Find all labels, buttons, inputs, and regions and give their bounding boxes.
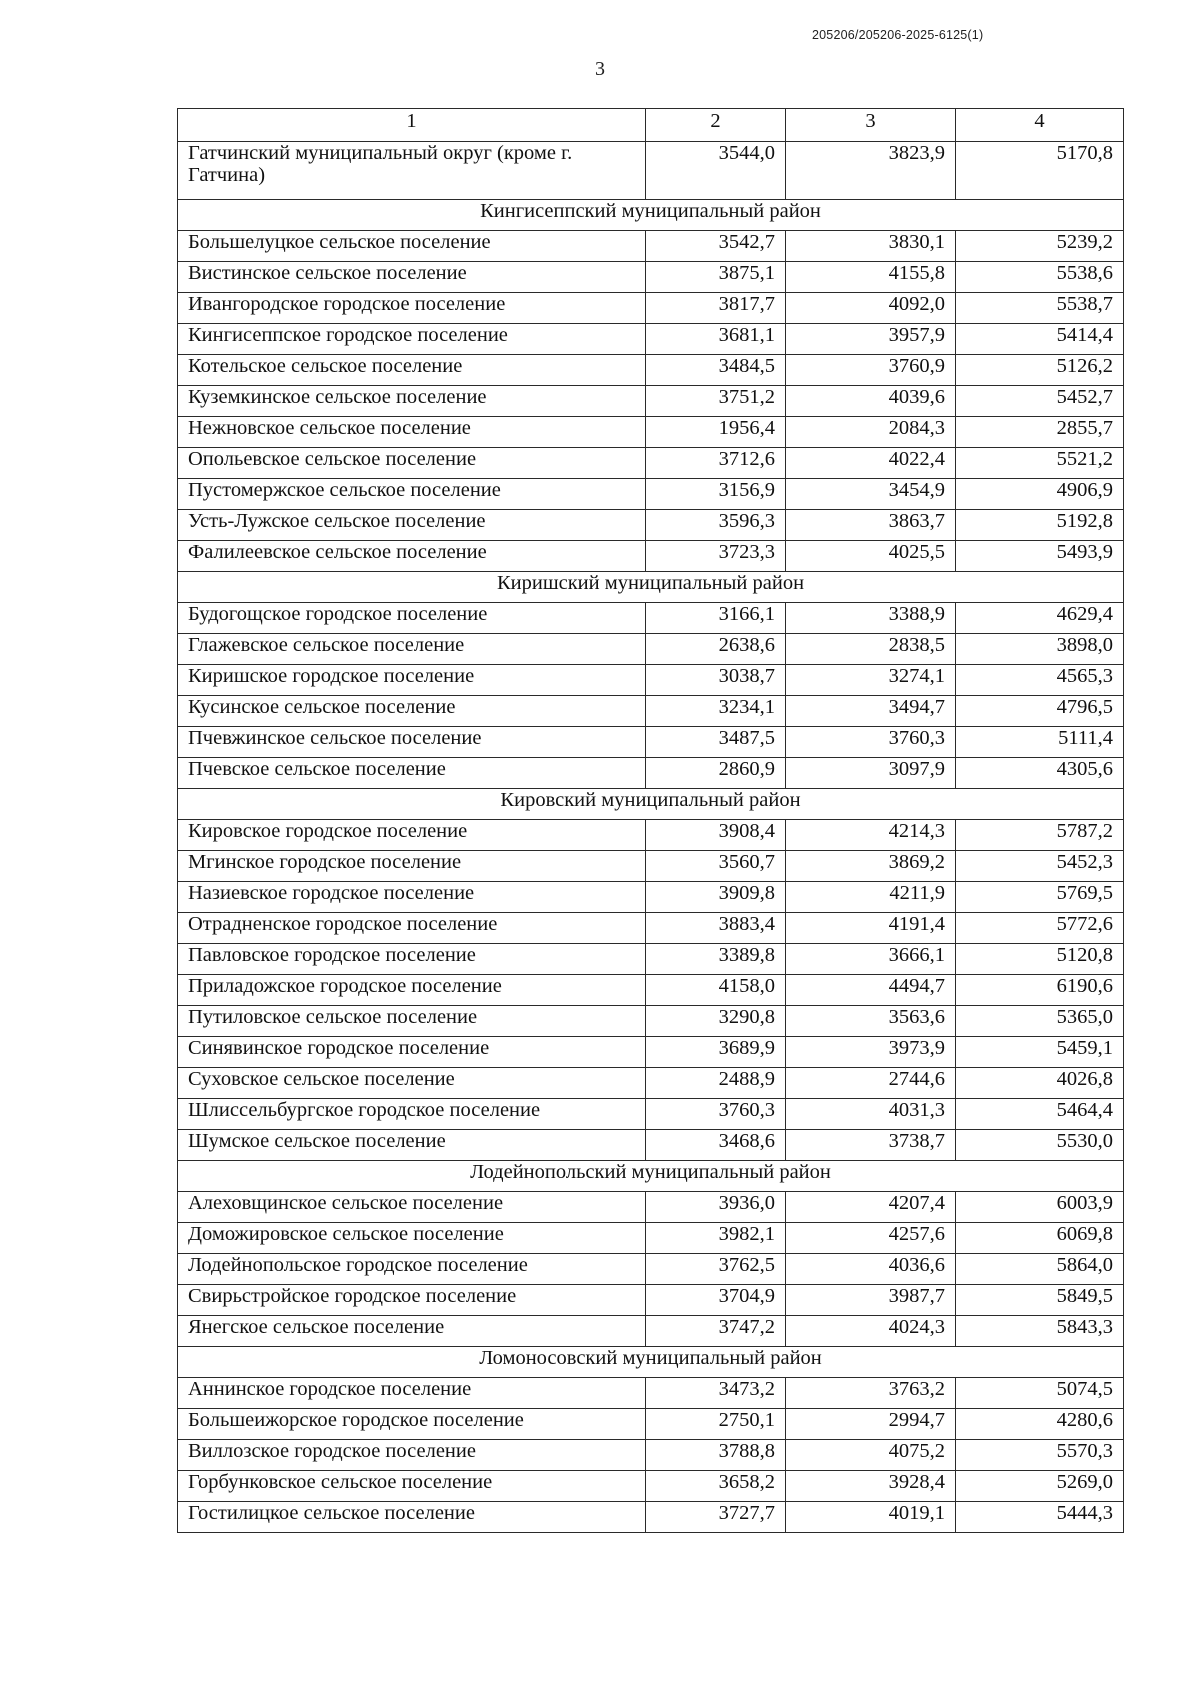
row-value-4: 5538,6 xyxy=(956,262,1124,293)
table-row xyxy=(178,1409,1124,1440)
row-value-2: 3817,7 xyxy=(646,293,786,324)
table-row xyxy=(178,665,1124,696)
district-title: Киришский муниципальный район xyxy=(178,572,1124,603)
row-value-4: 5414,4 xyxy=(956,324,1124,355)
row-value-2: 3473,2 xyxy=(646,1378,786,1409)
table-row xyxy=(178,727,1124,758)
row-value-3: 3097,9 xyxy=(786,758,956,789)
row-value-3: 4025,5 xyxy=(786,541,956,572)
row-value-2: 3936,0 xyxy=(646,1192,786,1223)
row-value-2: 3788,8 xyxy=(646,1440,786,1471)
row-value-3: 4207,4 xyxy=(786,1192,956,1223)
row-value-4: 5111,4 xyxy=(956,727,1124,758)
row-value-2: 3704,9 xyxy=(646,1285,786,1316)
table-row xyxy=(178,262,1124,293)
table-row xyxy=(178,510,1124,541)
row-name: Пчевское сельское поселение xyxy=(178,758,646,789)
row-value-4: 4026,8 xyxy=(956,1068,1124,1099)
row-value-2: 3751,2 xyxy=(646,386,786,417)
row-value-4: 4906,9 xyxy=(956,479,1124,510)
row-value-2: 3234,1 xyxy=(646,696,786,727)
row-value-3: 4022,4 xyxy=(786,448,956,479)
row-value-4: 5521,2 xyxy=(956,448,1124,479)
row-value-4: 5530,0 xyxy=(956,1130,1124,1161)
row-value-2: 3875,1 xyxy=(646,262,786,293)
row-value-2: 3909,8 xyxy=(646,882,786,913)
row-value-2: 2750,1 xyxy=(646,1409,786,1440)
district-header-row xyxy=(178,1347,1124,1378)
row-value-4: 4565,3 xyxy=(956,665,1124,696)
column-header-row xyxy=(178,109,1124,142)
row-value-3: 3274,1 xyxy=(786,665,956,696)
table-row xyxy=(178,448,1124,479)
row-value-4: 5074,5 xyxy=(956,1378,1124,1409)
table-row xyxy=(178,1037,1124,1068)
row-value-2: 3747,2 xyxy=(646,1316,786,1347)
district-title: Кингисеппский муниципальный район xyxy=(178,200,1124,231)
row-value-4: 4796,5 xyxy=(956,696,1124,727)
table-row xyxy=(178,1378,1124,1409)
row-name: Пчевжинское сельское поселение xyxy=(178,727,646,758)
row-value-3: 3928,4 xyxy=(786,1471,956,1502)
row-name: Шлиссельбургское городское поселение xyxy=(178,1099,646,1130)
row-value-3: 4191,4 xyxy=(786,913,956,944)
row-value-2: 3727,7 xyxy=(646,1502,786,1533)
row-name: Опольевское сельское поселение xyxy=(178,448,646,479)
row-value-3: 4024,3 xyxy=(786,1316,956,1347)
column-header-4: 4 xyxy=(956,109,1124,142)
district-header-row xyxy=(178,1161,1124,1192)
table-row xyxy=(178,231,1124,262)
table-row xyxy=(178,324,1124,355)
row-value-3: 4031,3 xyxy=(786,1099,956,1130)
row-value-3: 4075,2 xyxy=(786,1440,956,1471)
district-title: Кировский муниципальный район xyxy=(178,789,1124,820)
row-value-3: 4092,0 xyxy=(786,293,956,324)
row-value-3: 3987,7 xyxy=(786,1285,956,1316)
row-value-2: 3658,2 xyxy=(646,1471,786,1502)
row-value-2: 3681,1 xyxy=(646,324,786,355)
row-name: Глажевское сельское поселение xyxy=(178,634,646,665)
table-row xyxy=(178,142,1124,200)
row-value-3: 4214,3 xyxy=(786,820,956,851)
district-title: Лодейнопольский муниципальный район xyxy=(178,1161,1124,1192)
table-row xyxy=(178,386,1124,417)
row-value-3: 2994,7 xyxy=(786,1409,956,1440)
row-value-2: 3542,7 xyxy=(646,231,786,262)
row-value-4: 5787,2 xyxy=(956,820,1124,851)
row-value-4: 5464,4 xyxy=(956,1099,1124,1130)
row-value-4: 6190,6 xyxy=(956,975,1124,1006)
row-value-4: 5239,2 xyxy=(956,231,1124,262)
row-name: Горбунковское сельское поселение xyxy=(178,1471,646,1502)
row-value-3: 4155,8 xyxy=(786,262,956,293)
row-value-3: 4257,6 xyxy=(786,1223,956,1254)
row-name: Доможировское сельское поселение xyxy=(178,1223,646,1254)
row-name: Кингисеппское городское поселение xyxy=(178,324,646,355)
row-value-3: 3388,9 xyxy=(786,603,956,634)
row-value-2: 3166,1 xyxy=(646,603,786,634)
row-name: Пустомержское сельское поселение xyxy=(178,479,646,510)
row-value-3: 3494,7 xyxy=(786,696,956,727)
table-row xyxy=(178,1130,1124,1161)
row-value-2: 3723,3 xyxy=(646,541,786,572)
row-value-3: 4019,1 xyxy=(786,1502,956,1533)
row-value-2: 3038,7 xyxy=(646,665,786,696)
page-number: 3 xyxy=(595,58,605,80)
row-value-3: 3454,9 xyxy=(786,479,956,510)
table-row xyxy=(178,541,1124,572)
table-row xyxy=(178,1285,1124,1316)
row-value-3: 4039,6 xyxy=(786,386,956,417)
column-header-1: 1 xyxy=(178,109,646,142)
table-row xyxy=(178,1192,1124,1223)
row-value-3: 3973,9 xyxy=(786,1037,956,1068)
row-name: Гостилицкое сельское поселение xyxy=(178,1502,646,1533)
row-value-2: 2860,9 xyxy=(646,758,786,789)
row-value-2: 3762,5 xyxy=(646,1254,786,1285)
row-value-3: 4211,9 xyxy=(786,882,956,913)
row-value-4: 5269,0 xyxy=(956,1471,1124,1502)
table-row xyxy=(178,1471,1124,1502)
table-row xyxy=(178,479,1124,510)
table-row xyxy=(178,417,1124,448)
table-row xyxy=(178,603,1124,634)
row-name: Большеижорское городское поселение xyxy=(178,1409,646,1440)
table-row xyxy=(178,696,1124,727)
row-value-3: 3760,9 xyxy=(786,355,956,386)
table-row xyxy=(178,944,1124,975)
row-name: Аннинское городское поселение xyxy=(178,1378,646,1409)
row-value-2: 3484,5 xyxy=(646,355,786,386)
row-value-3: 3957,9 xyxy=(786,324,956,355)
row-value-3: 3563,6 xyxy=(786,1006,956,1037)
row-value-2: 3760,3 xyxy=(646,1099,786,1130)
district-header-row xyxy=(178,572,1124,603)
row-name: Киришское городское поселение xyxy=(178,665,646,696)
row-value-4: 5452,7 xyxy=(956,386,1124,417)
data-table xyxy=(177,108,1124,1533)
row-value-4: 5170,8 xyxy=(956,142,1124,200)
row-value-4: 6003,9 xyxy=(956,1192,1124,1223)
row-value-2: 2638,6 xyxy=(646,634,786,665)
row-value-4: 5192,8 xyxy=(956,510,1124,541)
district-title: Ломоносовский муниципальный район xyxy=(178,1347,1124,1378)
table-row xyxy=(178,1006,1124,1037)
row-value-4: 5452,3 xyxy=(956,851,1124,882)
row-value-4: 5365,0 xyxy=(956,1006,1124,1037)
row-value-4: 4629,4 xyxy=(956,603,1124,634)
row-name: Усть-Лужское сельское поселение xyxy=(178,510,646,541)
table-row xyxy=(178,1099,1124,1130)
row-name: Большелуцкое сельское поселение xyxy=(178,231,646,262)
table-row xyxy=(178,1440,1124,1471)
row-value-3: 3666,1 xyxy=(786,944,956,975)
row-name: Котельское сельское поселение xyxy=(178,355,646,386)
row-name: Ивангородское городское поселение xyxy=(178,293,646,324)
table-row xyxy=(178,355,1124,386)
row-value-3: 3869,2 xyxy=(786,851,956,882)
table-row xyxy=(178,758,1124,789)
row-name: Алеховщинское сельское поселение xyxy=(178,1192,646,1223)
table-row xyxy=(178,882,1124,913)
row-value-2: 3156,9 xyxy=(646,479,786,510)
row-value-2: 3908,4 xyxy=(646,820,786,851)
row-value-3: 3763,2 xyxy=(786,1378,956,1409)
row-value-2: 3290,8 xyxy=(646,1006,786,1037)
row-value-3: 3830,1 xyxy=(786,231,956,262)
row-name: Отрадненское городское поселение xyxy=(178,913,646,944)
row-value-3: 3823,9 xyxy=(786,142,956,200)
row-name: Виллозское городское поселение xyxy=(178,1440,646,1471)
row-value-3: 2838,5 xyxy=(786,634,956,665)
row-value-4: 4305,6 xyxy=(956,758,1124,789)
table-body xyxy=(178,109,1124,1533)
row-value-4: 5126,2 xyxy=(956,355,1124,386)
row-value-2: 3389,8 xyxy=(646,944,786,975)
row-value-4: 5849,5 xyxy=(956,1285,1124,1316)
row-value-4: 5538,7 xyxy=(956,293,1124,324)
row-name: Назиевское городское поселение xyxy=(178,882,646,913)
table-row xyxy=(178,634,1124,665)
table-row xyxy=(178,913,1124,944)
row-value-4: 5444,3 xyxy=(956,1502,1124,1533)
table-row xyxy=(178,820,1124,851)
row-name: Синявинское городское поселение xyxy=(178,1037,646,1068)
row-value-2: 4158,0 xyxy=(646,975,786,1006)
row-value-4: 4280,6 xyxy=(956,1409,1124,1440)
document-id: 205206/205206-2025-6125(1) xyxy=(812,28,984,42)
district-header-row xyxy=(178,789,1124,820)
row-value-4: 5120,8 xyxy=(956,944,1124,975)
row-name: Шумское сельское поселение xyxy=(178,1130,646,1161)
row-value-2: 2488,9 xyxy=(646,1068,786,1099)
row-name: Путиловское сельское поселение xyxy=(178,1006,646,1037)
table-row xyxy=(178,975,1124,1006)
row-value-2: 3883,4 xyxy=(646,913,786,944)
row-name: Куземкинское сельское поселение xyxy=(178,386,646,417)
row-value-4: 5843,3 xyxy=(956,1316,1124,1347)
row-value-2: 3982,1 xyxy=(646,1223,786,1254)
row-value-3: 4036,6 xyxy=(786,1254,956,1285)
row-name: Лодейнопольское городское поселение xyxy=(178,1254,646,1285)
table-row xyxy=(178,851,1124,882)
table-row xyxy=(178,1316,1124,1347)
row-name: Кусинское сельское поселение xyxy=(178,696,646,727)
table-row xyxy=(178,1223,1124,1254)
row-name: Кировское городское поселение xyxy=(178,820,646,851)
row-name: Фалилеевское сельское поселение xyxy=(178,541,646,572)
row-name: Янегское сельское поселение xyxy=(178,1316,646,1347)
table-row xyxy=(178,293,1124,324)
row-name: Будогощское городское поселение xyxy=(178,603,646,634)
row-name: Вистинское сельское поселение xyxy=(178,262,646,293)
column-header-3: 3 xyxy=(786,109,956,142)
row-value-4: 5864,0 xyxy=(956,1254,1124,1285)
row-value-4: 5459,1 xyxy=(956,1037,1124,1068)
row-name: Павловское городское поселение xyxy=(178,944,646,975)
row-name: Мгинское городское поселение xyxy=(178,851,646,882)
row-value-3: 2084,3 xyxy=(786,417,956,448)
column-header-2: 2 xyxy=(646,109,786,142)
row-value-2: 3596,3 xyxy=(646,510,786,541)
row-value-3: 3863,7 xyxy=(786,510,956,541)
row-name: Свирьстройское городское поселение xyxy=(178,1285,646,1316)
table-row xyxy=(178,1254,1124,1285)
row-value-3: 2744,6 xyxy=(786,1068,956,1099)
row-value-3: 3738,7 xyxy=(786,1130,956,1161)
row-value-2: 3689,9 xyxy=(646,1037,786,1068)
row-name: Нежновское сельское поселение xyxy=(178,417,646,448)
row-value-2: 1956,4 xyxy=(646,417,786,448)
row-name: Суховское сельское поселение xyxy=(178,1068,646,1099)
table-row xyxy=(178,1068,1124,1099)
row-value-4: 5772,6 xyxy=(956,913,1124,944)
row-value-3: 4494,7 xyxy=(786,975,956,1006)
row-value-2: 3560,7 xyxy=(646,851,786,882)
row-value-2: 3544,0 xyxy=(646,142,786,200)
table-row xyxy=(178,1502,1124,1533)
row-value-2: 3487,5 xyxy=(646,727,786,758)
district-header-row xyxy=(178,200,1124,231)
row-value-4: 6069,8 xyxy=(956,1223,1124,1254)
row-value-3: 3760,3 xyxy=(786,727,956,758)
row-value-4: 3898,0 xyxy=(956,634,1124,665)
row-value-2: 3712,6 xyxy=(646,448,786,479)
row-name: Гатчинский муниципальный округ (кроме г. Гатчина) xyxy=(178,142,646,200)
row-value-4: 5769,5 xyxy=(956,882,1124,913)
row-value-4: 5570,3 xyxy=(956,1440,1124,1471)
row-value-4: 2855,7 xyxy=(956,417,1124,448)
row-value-2: 3468,6 xyxy=(646,1130,786,1161)
row-name: Приладожское городское поселение xyxy=(178,975,646,1006)
row-value-4: 5493,9 xyxy=(956,541,1124,572)
